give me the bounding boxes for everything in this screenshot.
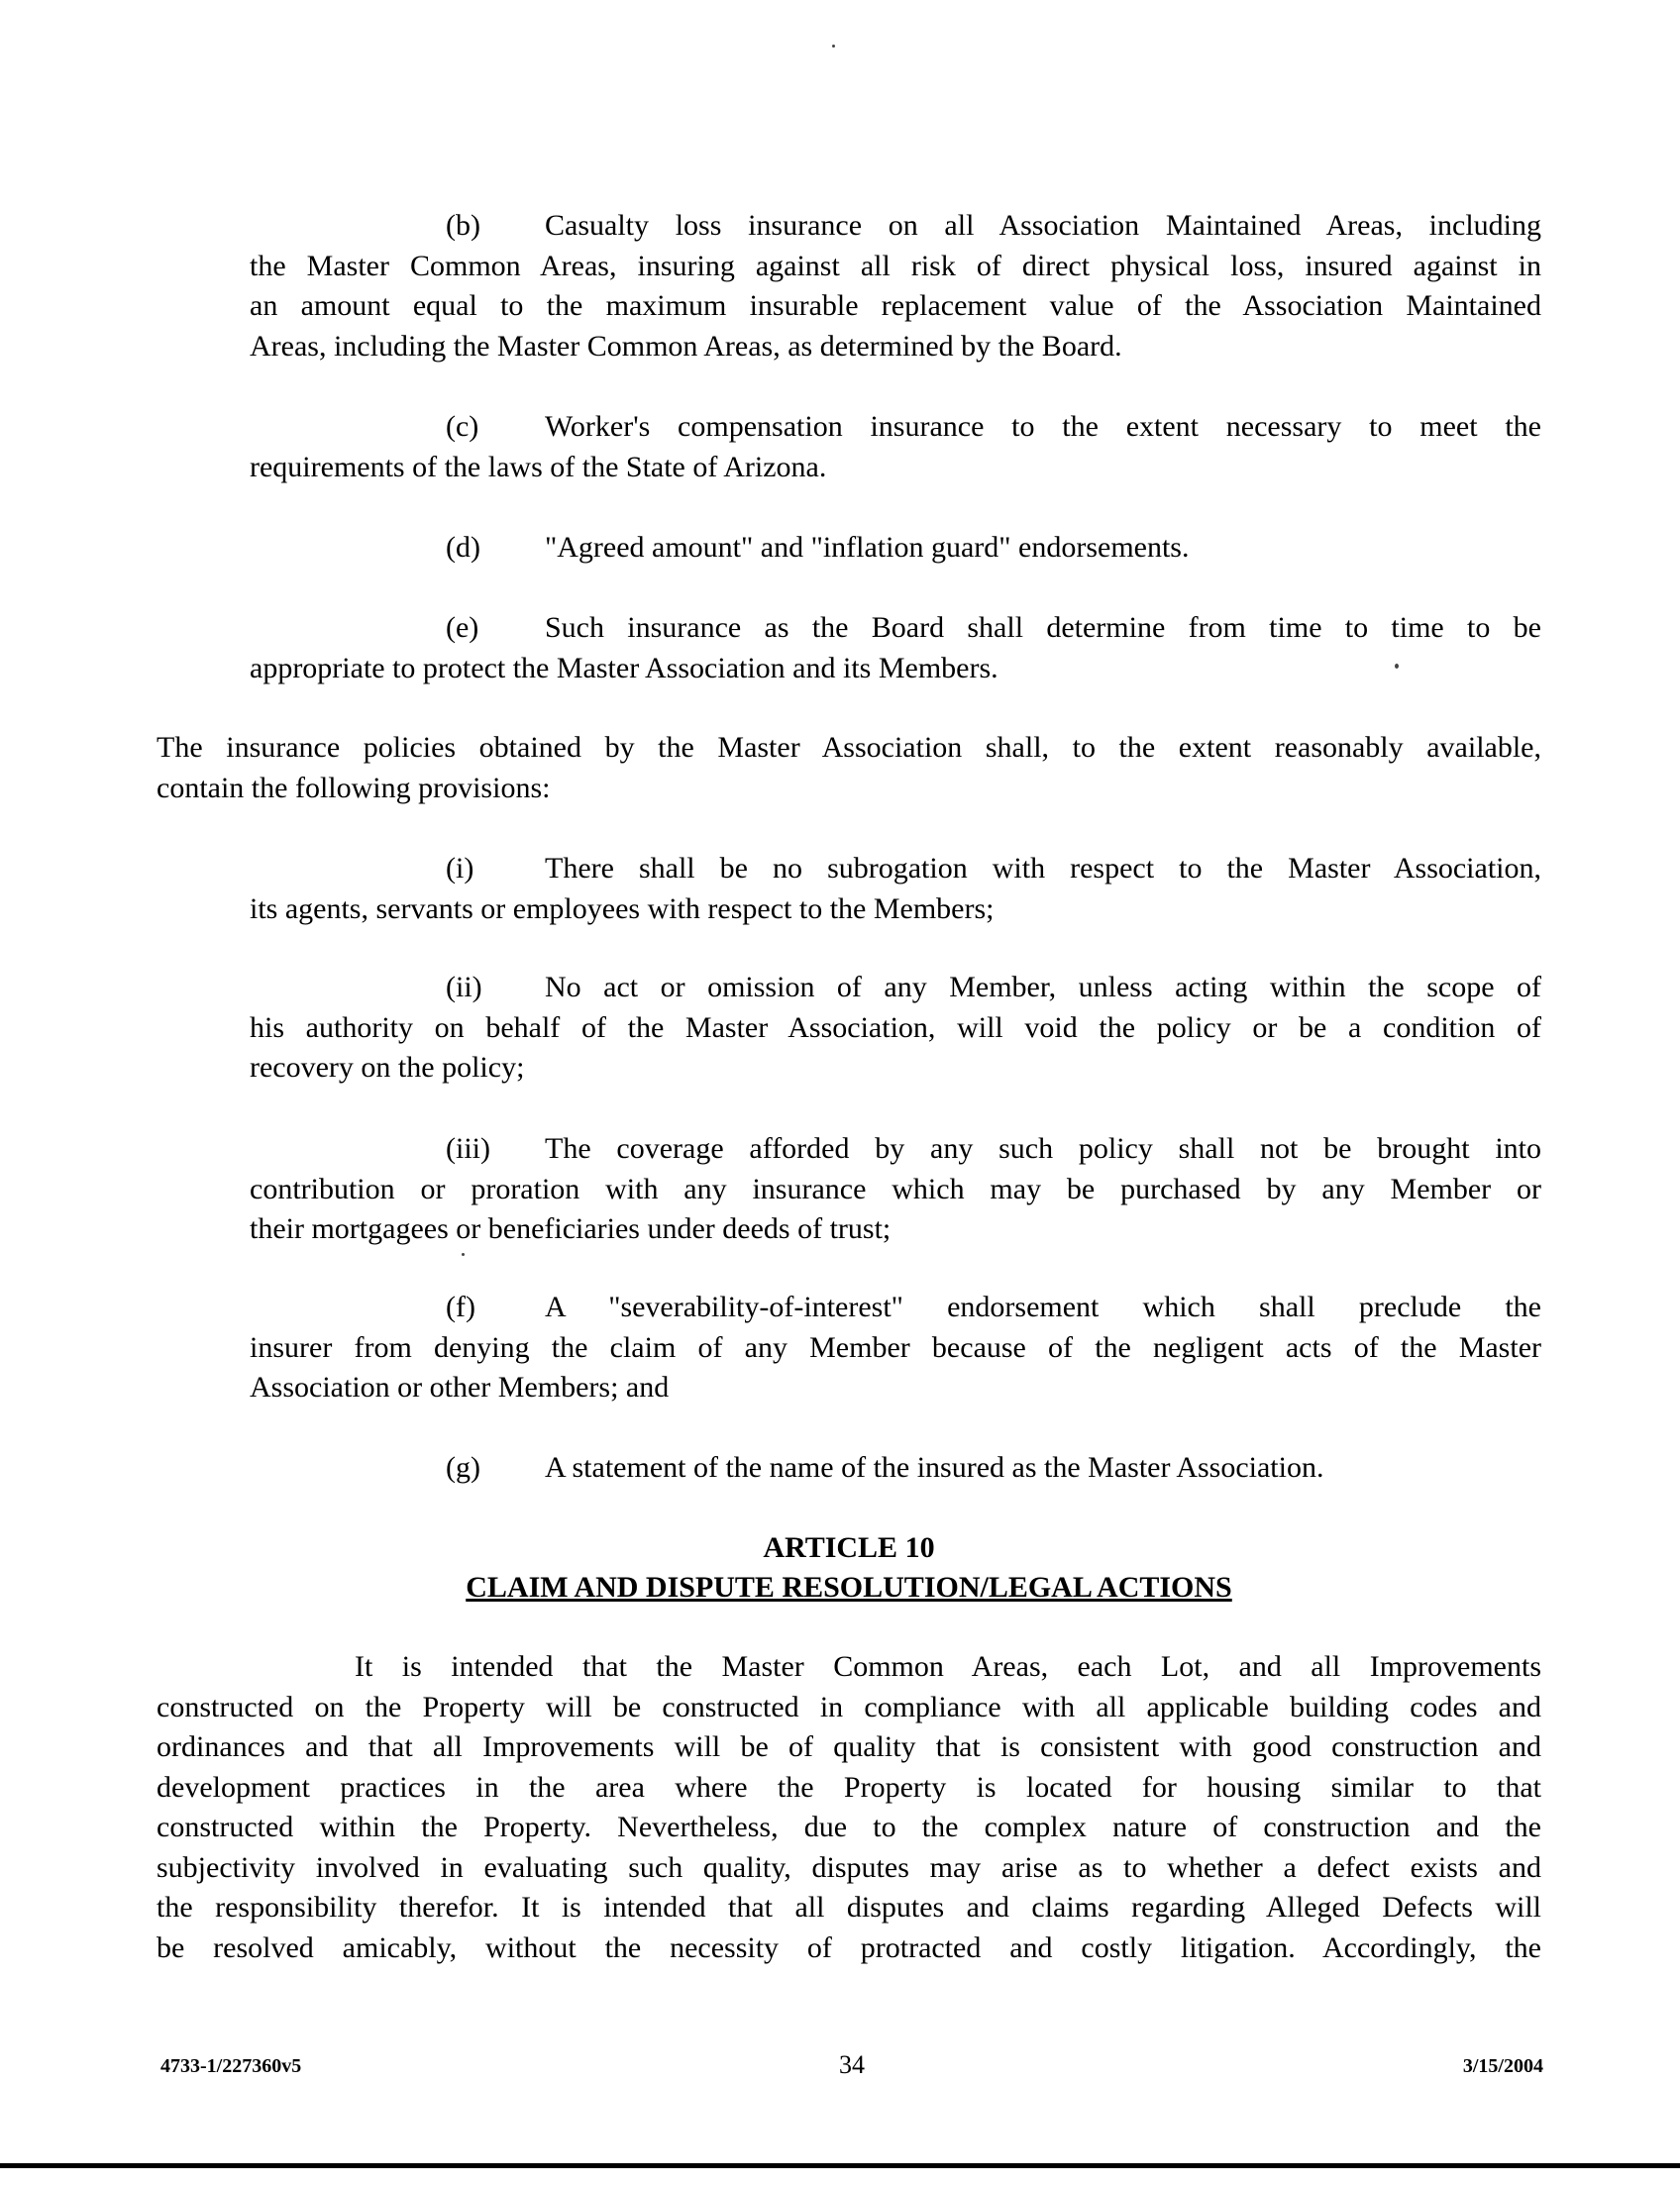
footer-date: 3/15/2004 [1462, 2055, 1543, 2077]
article-body-line-2: constructed on the Property will be constructed in compliance with all applicable building codes and [157, 1690, 1541, 1723]
policies-intro [157, 728, 1541, 808]
item-e [250, 608, 1541, 688]
item-c [250, 407, 1541, 487]
item-ii-line-3: recovery on the policy; [250, 1051, 525, 1084]
policies-intro-line-2: contain the following provisions: [157, 771, 551, 804]
item-c-line-1: (c) Worker's compensation insurance to the extent necessary to meet the [250, 407, 1541, 448]
article-body-line-1: It is intended that the Master Common Areas, each Lot, and all Improvements [355, 1650, 1541, 1683]
article-body-line-3: ordinances and that all Improvements will be of quality that is consistent with good construction and [157, 1730, 1541, 1763]
item-b-line-1: (b) Casualty loss insurance on all Association Maintained Areas, including [250, 206, 1541, 247]
item-f [250, 1288, 1541, 1408]
article-heading [157, 1528, 1541, 1608]
scan-speck [1395, 664, 1399, 669]
article-title: CLAIM AND DISPUTE RESOLUTION/LEGAL ACTIONS [466, 1571, 1232, 1604]
item-c-line-2: requirements of the laws of the State of Arizona. [250, 450, 827, 483]
article-body-line-5: constructed within the Property. Nevertheless, due to the complex nature of construction and the [157, 1811, 1541, 1843]
item-f-label: (f) [446, 1291, 475, 1323]
item-iii [250, 1129, 1541, 1250]
item-f-line-1: (f) A "severability-of-interest" endorsement which shall preclude the [250, 1288, 1541, 1328]
item-b [250, 206, 1541, 366]
item-e-line-1: (e) Such insurance as the Board shall determine from time to time to be [250, 608, 1541, 649]
item-iii-line-3: their mortgagees or beneficiaries under deeds of trust; [250, 1212, 892, 1245]
footer-doc-id: 4733-1/227360v5 [160, 2055, 302, 2077]
footer-page-number: 34 [839, 2050, 865, 2079]
policies-intro-line-1: The insurance policies obtained by the Master Association shall, to the extent reasonably available, [157, 731, 1541, 764]
item-g-label: (g) [446, 1451, 480, 1484]
item-d [250, 528, 1541, 569]
item-b-line-3: an amount equal to the maximum insurable replacement value of the Association Maintained [250, 289, 1541, 322]
item-ii-line-1: (ii) No act or omission of any Member, unless acting within the scope of [250, 968, 1541, 1008]
article-body-line-6: subjectivity involved in evaluating such quality, disputes may arise as to whether a defect exists and [157, 1850, 1541, 1884]
item-f-line-2: insurer from denying the claim of any Member because of the negligent acts of the Master [250, 1330, 1541, 1364]
article-body-line-7: the responsibility therefor. It is intended that all disputes and claims regarding Alleged Defects will [157, 1891, 1541, 1924]
scan-speck [832, 45, 835, 48]
article-body-line-8: be resolved amicably, without the necessity of protracted and costly litigation. Accordingly, the [157, 1930, 1541, 1964]
item-iii-line-1: (iii) The coverage afforded by any such policy shall not be brought into [250, 1129, 1541, 1170]
item-d-line-1: (d) "Agreed amount" and "inflation guard" endorsements. [250, 528, 1541, 569]
item-i-line-1: (i) There shall be no subrogation with respect to the Master Association, [250, 849, 1541, 889]
item-g [250, 1448, 1541, 1489]
item-g-line-1: (g) A statement of the name of the insured as the Master Association. [250, 1448, 1541, 1489]
article-body-line-4: development practices in the area where the Property is located for housing similar to that [157, 1770, 1541, 1804]
item-f-line-3: Association or other Members; and [250, 1371, 670, 1404]
item-b-line-4: Areas, including the Master Common Areas, as determined by the Board. [250, 329, 1122, 363]
item-e-label: (e) [446, 611, 479, 644]
article-number: ARTICLE 10 [763, 1531, 935, 1564]
item-ii-label: (ii) [446, 971, 482, 1003]
item-i-label: (i) [446, 852, 474, 885]
item-b-line-2: the Master Common Areas, insuring against all risk of direct physical loss, insured against in [250, 249, 1541, 282]
item-e-line-2: appropriate to protect the Master Association and its Members. [250, 651, 998, 684]
item-iii-line-2: contribution or proration with any insurance which may be purchased by any Member or [250, 1172, 1541, 1205]
article-body [157, 1647, 1541, 1968]
item-i-line-2: its agents, servants or employees with respect to the Members; [250, 891, 995, 925]
item-b-label: (b) [446, 209, 480, 242]
item-i [250, 849, 1541, 929]
scan-speck [462, 1253, 465, 1256]
item-ii-line-2: his authority on behalf of the Master Association, will void the policy or be a condition of [250, 1010, 1541, 1044]
item-d-label: (d) [446, 531, 480, 564]
item-ii [250, 968, 1541, 1089]
item-iii-label: (iii) [446, 1132, 490, 1165]
bottom-rule [0, 2163, 1680, 2168]
item-c-label: (c) [446, 410, 479, 443]
